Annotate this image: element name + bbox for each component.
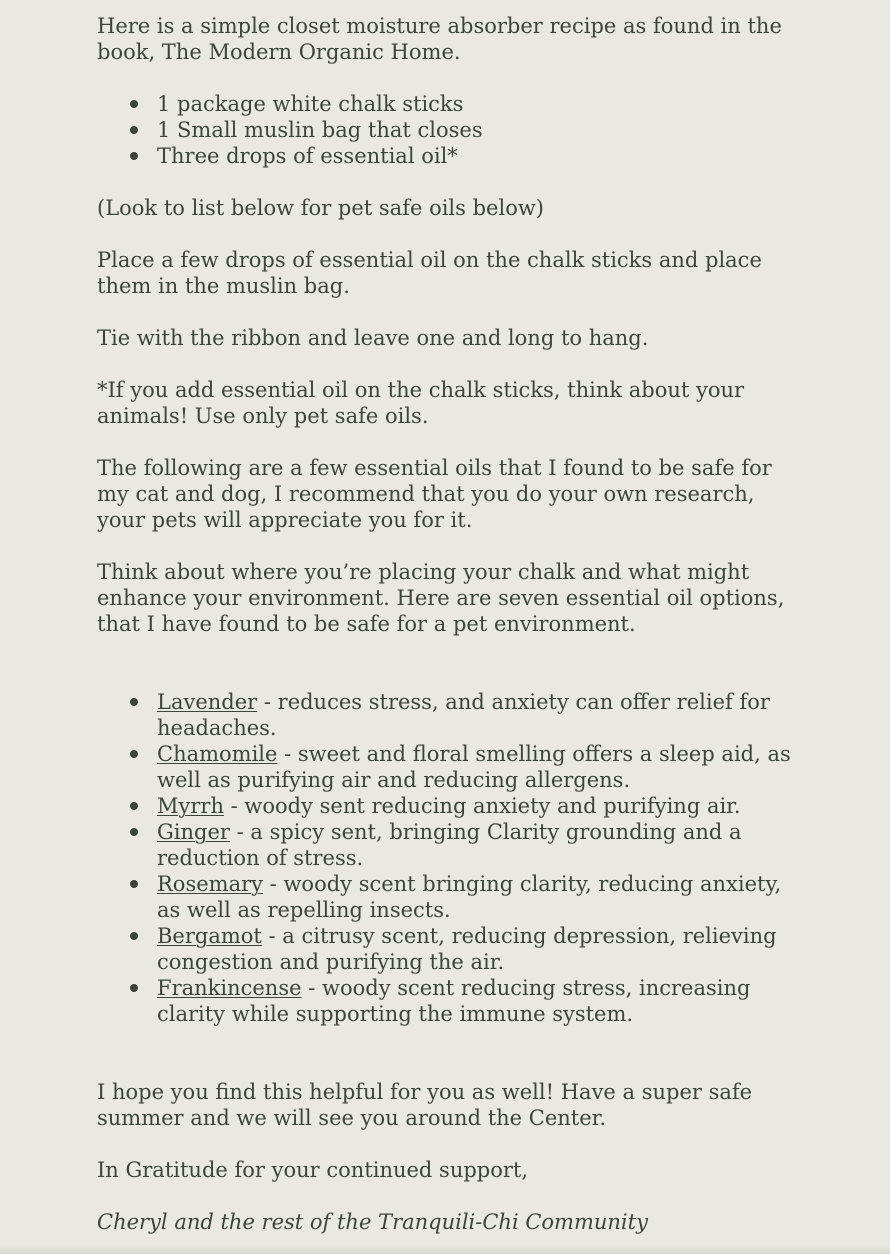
oil-link-rosemary[interactable]: Rosemary	[157, 872, 263, 896]
oil-description: - reduces stress, and anxiety can offer relief for headaches.	[157, 690, 770, 740]
oil-link-chamomile[interactable]: Chamomile	[157, 742, 278, 766]
list-item	[97, 871, 797, 923]
list-item	[97, 793, 797, 819]
article-body	[97, 13, 797, 1235]
page-bottom-divider	[0, 1246, 890, 1254]
list-below-note: (Look to list below for pet safe oils below)	[97, 196, 544, 220]
closing-paragraph: I hope you find this helpful for you as well! Have a super safe summer and we will see you around the Center.	[97, 1080, 753, 1130]
oil-description: - woody scent reducing stress, increasing clarity while supporting the immune system.	[157, 976, 751, 1026]
oil-link-bergamot[interactable]: Bergamot	[157, 924, 262, 948]
oil-link-lavender[interactable]: Lavender	[157, 690, 258, 714]
step-place-paragraph: Place a few drops of essential oil on the chalk sticks and place them in the muslin bag.	[97, 248, 762, 298]
list-item: Three drops of essential oil*	[97, 143, 797, 169]
oil-description: - woody scent bringing clarity, reducing anxiety, as well as repelling insects.	[157, 872, 782, 922]
research-paragraph: The following are a few essential oils that I found to be safe for my cat and dog, I recommend that you do your own research, your pets will appreciate you for it.	[97, 456, 772, 532]
oil-description: - woody sent reducing anxiety and purifying air.	[223, 794, 741, 818]
oil-description: - a spicy sent, bringing Clarity grounding and a reduction of stress.	[157, 820, 742, 870]
list-item	[97, 689, 797, 741]
step-tie-paragraph: Tie with the ribbon and leave one and long to hang.	[97, 326, 649, 350]
gratitude-line: In Gratitude for your continued support,	[97, 1158, 529, 1182]
placement-paragraph: Think about where you’re placing your chalk and what might enhance your environment. Here are seven essential oil options, that I have found to be safe for a pet environment.	[97, 560, 785, 636]
list-item	[97, 819, 797, 871]
oil-link-frankincense[interactable]: Frankincense	[157, 976, 302, 1000]
oil-link-ginger[interactable]: Ginger	[157, 820, 230, 844]
list-item	[97, 975, 797, 1027]
list-item: 1 Small muslin bag that closes	[97, 117, 797, 143]
oil-link-myrrh[interactable]: Myrrh	[157, 794, 224, 818]
ingredients-list	[97, 91, 797, 169]
list-item: 1 package white chalk sticks	[97, 91, 797, 117]
oil-description: - sweet and floral smelling offers a sleep aid, as well as purifying air and reducing allergens.	[157, 742, 791, 792]
essential-oils-list	[97, 689, 797, 1027]
signature: Cheryl and the rest of the Tranquili-Chi Community	[97, 1210, 648, 1234]
list-item	[97, 741, 797, 793]
list-item	[97, 923, 797, 975]
intro-paragraph: Here is a simple closet moisture absorber recipe as found in the book, The Modern Organic Home.	[97, 14, 782, 64]
pet-warning-paragraph: *If you add essential oil on the chalk sticks, think about your animals! Use only pet safe oils.	[97, 378, 745, 428]
oil-description: - a citrusy scent, reducing depression, relieving congestion and purifying the air.	[157, 924, 777, 974]
